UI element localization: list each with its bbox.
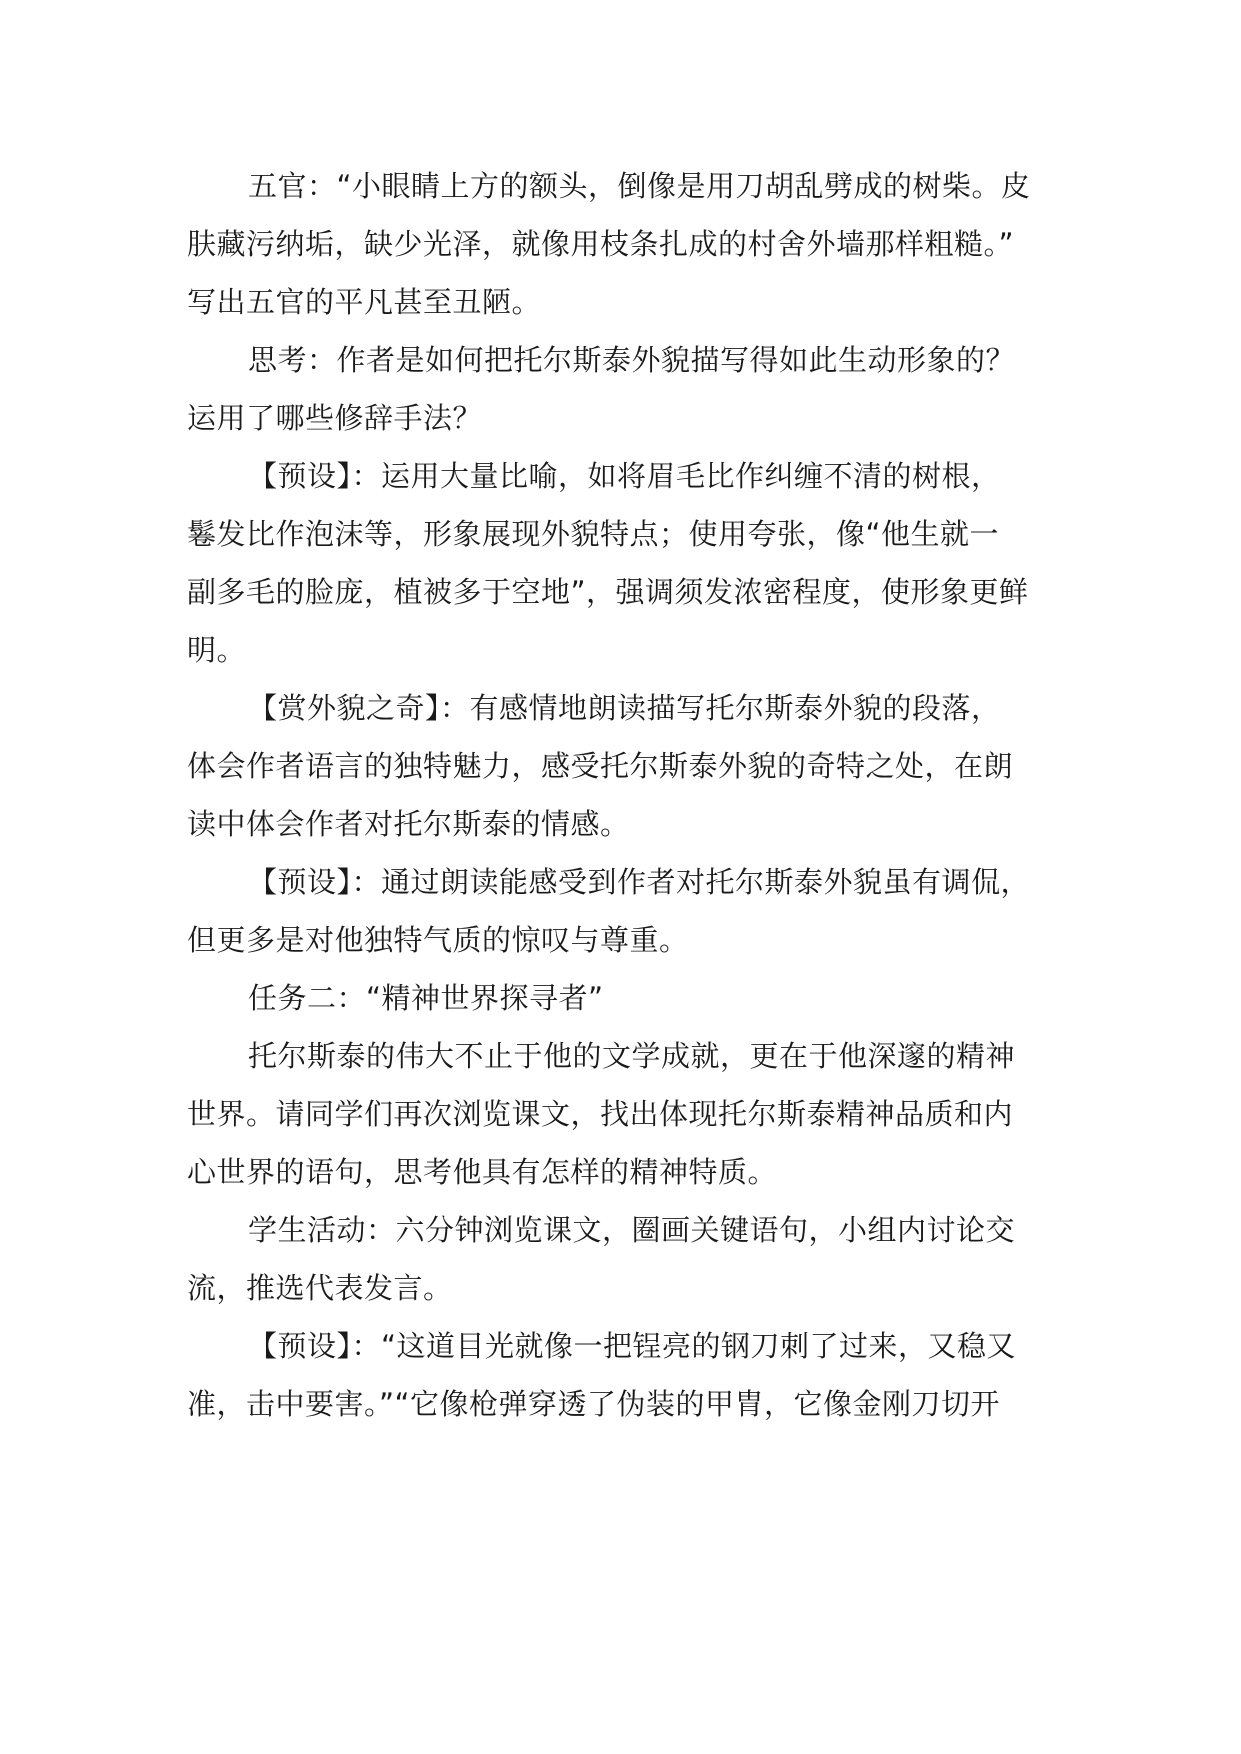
text-line: 【预设】：通过朗读能感受到作者对托尔斯泰外貌虽有调侃， [248, 865, 1031, 899]
text-line: 肤藏污纳垢，缺少光泽，就像用枝条扎成的村舍外墙那样粗糙。” [187, 227, 1015, 261]
text-line: 副多毛的脸庞，植被多于空地”，强调须发浓密程度，使形象更鲜 [187, 575, 1029, 609]
text-line: 写出五官的平凡甚至丑陋。 [187, 285, 542, 319]
text-line: 心世界的语句，思考他具有怎样的精神特质。 [187, 1155, 778, 1189]
text-line: 【赏外貌之奇】：有感情地朗读描写托尔斯泰外貌的段落， [248, 691, 1001, 725]
text-line: 五官：“小眼睛上方的额头，倒像是用刀胡乱劈成的树柴。皮 [248, 169, 1031, 203]
text-line: 运用了哪些修辞手法？ [187, 401, 483, 435]
text-line: 世界。请同学们再次浏览课文，找出体现托尔斯泰精神品质和内 [187, 1097, 1014, 1131]
text-line: 学生活动：六分钟浏览课文，圈画关键语句，小组内讨论交 [248, 1213, 1016, 1247]
text-line: 明。 [187, 633, 247, 667]
section-heading: 任务二：“精神世界探寻者” [248, 981, 604, 1015]
text-line: 托尔斯泰的伟大不止于他的文学成就，更在于他深邃的精神 [248, 1039, 1016, 1073]
text-line: 准，击中要害。”“它像枪弹穿透了伪装的甲胄，它像金刚刀切开 [187, 1387, 1001, 1421]
text-line: 但更多是对他独特气质的惊叹与尊重。 [187, 923, 689, 957]
text-line: 鬈发比作泡沫等，形象展现外貌特点；使用夸张，像“他生就一 [187, 517, 1000, 551]
text-line: 读中体会作者对托尔斯泰的情感。 [187, 807, 630, 841]
text-line: 流，推选代表发言。 [187, 1271, 453, 1305]
text-line: 【预设】：运用大量比喻，如将眉毛比作纠缠不清的树根， [248, 459, 1001, 493]
text-line: 体会作者语言的独特魅力，感受托尔斯泰外貌的奇特之处，在朗 [187, 749, 1014, 783]
text-line: 思考：作者是如何把托尔斯泰外貌描写得如此生动形象的？ [248, 343, 1016, 377]
text-line: 【预设】：“这道目光就像一把锃亮的钢刀刺了过来，又稳又 [248, 1329, 1017, 1363]
